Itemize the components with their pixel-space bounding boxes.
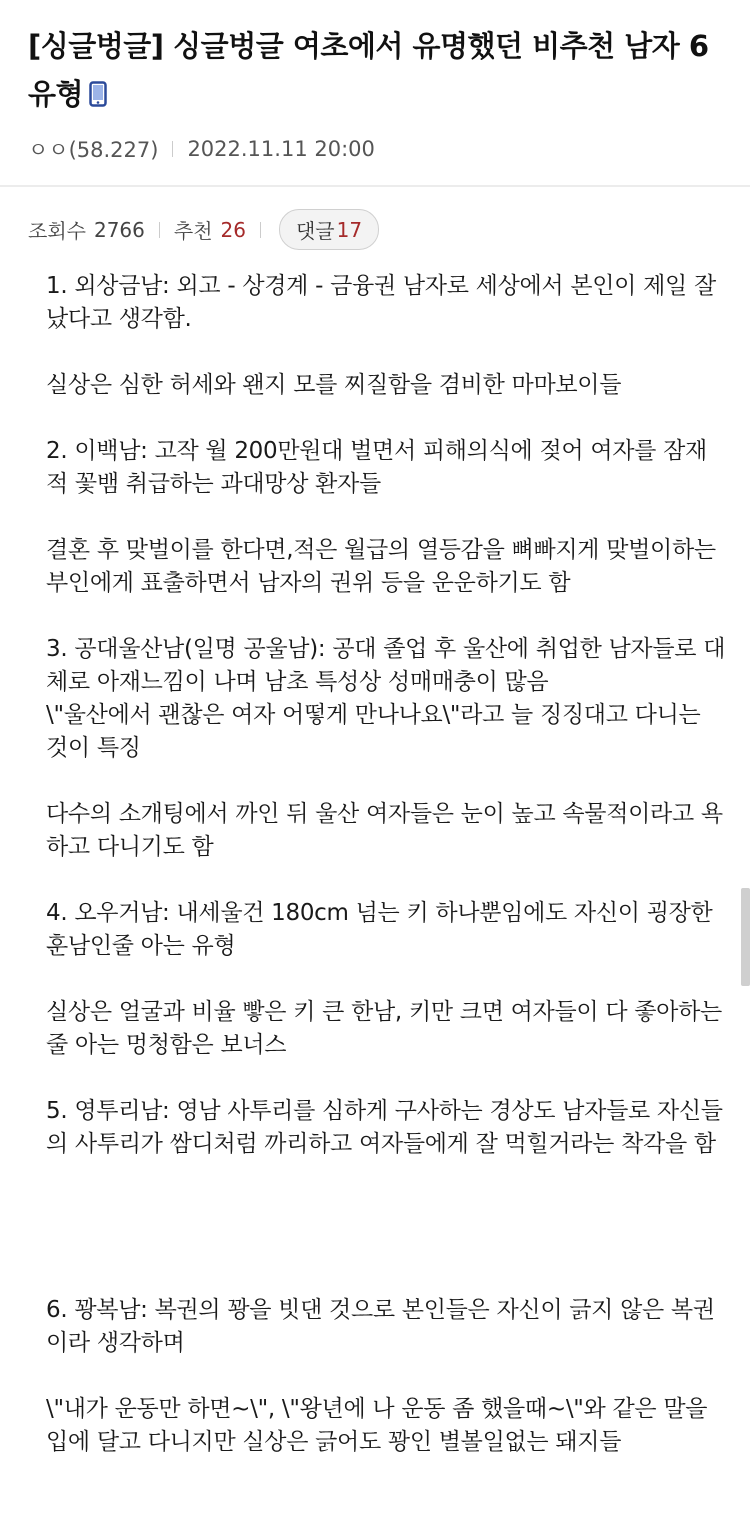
post-header [0,0,750,165]
author-name[interactable]: ㅇㅇ(58.227) [28,138,159,162]
post-stats [0,187,750,250]
post-body [46,270,729,1492]
recommend-count: 26 [220,217,246,242]
comments-label: 댓글 [295,219,335,243]
post-meta [28,133,722,165]
paragraph: 4. 오우거남: 내세울건 180cm 넘는 키 하나뿐임에도 자신이 굉장한 훈남인줄 아는 유형 [46,900,720,959]
post-title-text: [싱글벙글] 싱글벙글 여초에서 유명했던 비추천 남자 6유형 [28,29,709,111]
views-count: 2766 [93,217,145,242]
paragraph: 6. 꽝복남: 복권의 꽝을 빗댄 것으로 본인들은 자신이 긁지 않은 복권이라 생각하며 [46,1297,715,1356]
post-title [28,22,722,121]
blank-spacer [46,1194,726,1294]
meta-divider [172,141,173,157]
comments-button[interactable] [279,209,379,250]
stats-divider-2 [260,222,261,238]
paragraph: 실상은 얼굴과 비율 빻은 키 큰 한남, 키만 크면 여자들이 다 좋아하는 줄 아는 멍청함은 보너스 [46,999,729,1058]
paragraph: 3. 공대울산남(일명 공울남): 공대 졸업 후 울산에 취업한 남자들로 대체로 아재느낌이 나며 남초 특성상 성매매충이 많음 \"울산에서 괜찮은 여자 어떻게 만나나요\"라고 늘 징징대고 다니는 것이 특징 [46,636,726,761]
paragraph: 결혼 후 맞벌이를 한다면,적은 월급의 열등감을 뼈빠지게 맞벌이하는 부인에게 표출하면서 남자의 권위 등을 운운하기도 함 [46,537,723,596]
paragraph: 실상은 심한 허세와 왠지 모를 찌질함을 겸비한 마마보이들 [46,372,622,398]
views-label: 조회수 [28,219,86,243]
recommend-label: 추천 [173,219,213,243]
paragraph: \"내가 운동만 하면~\", \"왕년에 나 운동 좀 했을때~\"와 같은 말을 입에 달고 다니지만 실상은 긁어도 꽝인 별볼일없는 돼지들 [46,1396,715,1455]
comments-count: 17 [336,217,363,242]
paragraph: 5. 영투리남: 영남 사투리를 심하게 구사하는 경상도 남자들로 자신들의 사투리가 쌈디처럼 까리하고 여자들에게 잘 먹힐거라는 착각을 함 [46,1098,723,1157]
post-date: 2022.11.11 20:00 [187,137,375,161]
stats-divider [159,222,160,238]
mobile-phone-icon [89,73,107,121]
paragraph: 1. 외상금남: 외고 - 상경계 - 금융권 남자로 세상에서 본인이 제일 잘났다고 생각함. [46,273,716,332]
paragraph: 다수의 소개팅에서 까인 뒤 울산 여자들은 눈이 높고 속물적이라고 욕하고 다니기도 함 [46,801,723,860]
paragraph: 2. 이백남: 고작 월 200만원대 벌면서 피해의식에 젖어 여자를 잠재적 꽃뱀 취급하는 과대망상 환자들 [46,438,707,497]
scrollbar-thumb[interactable] [741,888,750,986]
